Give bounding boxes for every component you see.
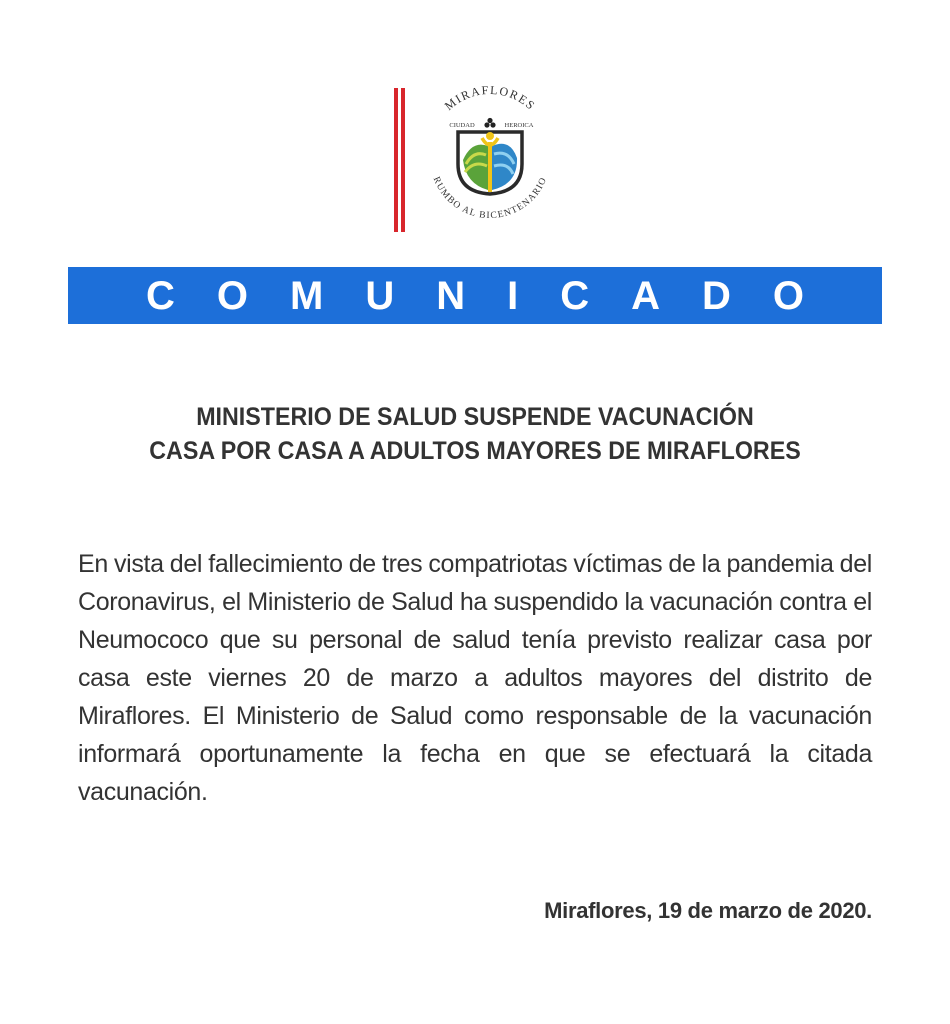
headline-line-1: MINISTERIO DE SALUD SUSPENDE VACUNACIÓN <box>196 403 754 431</box>
logo-bottom-text: RUMBO AL BICENTENARIO <box>430 175 550 222</box>
comunicado-banner <box>68 267 882 324</box>
banner-title: COMUNICADO <box>146 273 846 318</box>
headline <box>96 400 853 468</box>
logo-middle-left: CIUDAD <box>449 122 475 129</box>
logo-middle-right: HEROICA <box>504 122 534 129</box>
flag-stripe-red-right <box>401 88 405 232</box>
body-paragraph: En vista del fallecimiento de tres compatriotas víctimas de la pandemia del Coronavirus, el Ministerio de Salud ha suspendido la vacunación contra el Neumococo que su personal de salud tenía previsto realizar casa por casa este viernes 20 de marzo a adultos mayores del distrito de Miraflores. El Ministerio de Salud como responsable de la vacunación informará oportunamente la fecha en que se efectuará la citada vacunación. <box>78 550 872 806</box>
shield-icon <box>458 132 522 194</box>
miraflores-logo <box>410 80 570 240</box>
headline-line-2: CASA POR CASA A ADULTOS MAYORES DE MIRAFLORES <box>149 437 801 465</box>
logo-top-text: MIRAFLORES <box>441 82 539 114</box>
dateline: Miraflores, 19 de marzo de 2020. <box>544 898 872 923</box>
logo-crown-icon <box>484 118 495 128</box>
